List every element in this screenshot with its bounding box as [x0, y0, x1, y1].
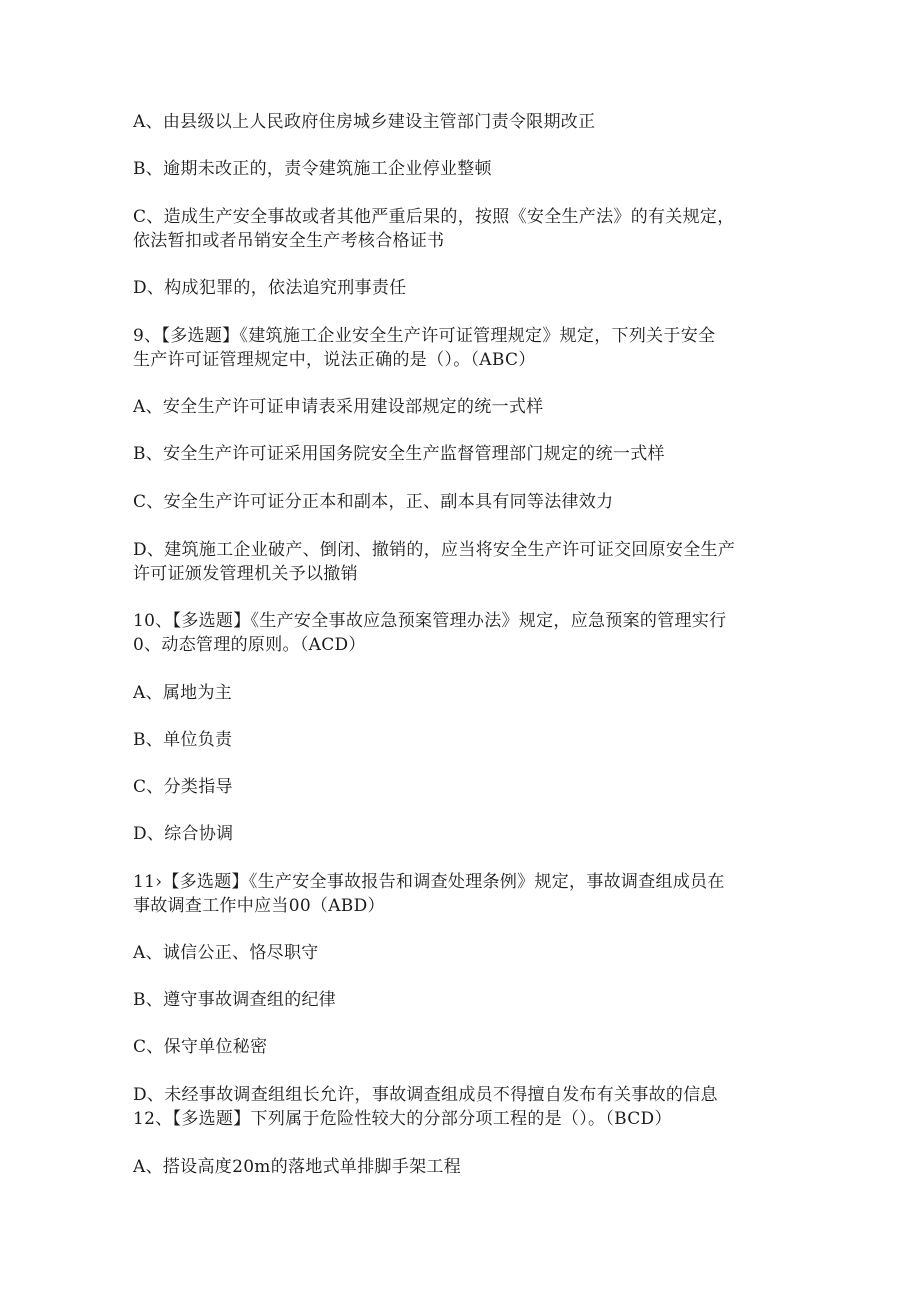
option-a-q11: A、诚信公正、恪尽职守 — [133, 943, 319, 963]
option-c-q10: C、分类指导 — [133, 777, 233, 797]
question-10-line1: 10、【多选题】《生产安全事故应急预案管理办法》规定，应急预案的管理实行 — [133, 611, 727, 631]
option-d-q9-line1: D、建筑施工企业破产、倒闭、撤销的，应当将安全生产许可证交回原安全生产 — [133, 540, 736, 560]
question-12: 12、【多选题】下列属于危险性较大的分部分项工程的是（）。（BCD） — [133, 1109, 672, 1129]
option-a-q8: A、由县级以上人民政府住房城乡建设主管部门责令限期改正 — [133, 112, 596, 132]
option-c-q9: C、安全生产许可证分正本和副本，正、副本具有同等法律效力 — [133, 492, 614, 512]
option-d-q11: D、未经事故调查组组长允许，事故调查组成员不得擅自发布有关事故的信息 — [133, 1085, 718, 1105]
question-11-line1: 11›【多选题】《生产安全事故报告和调查处理条例》规定，事故调查组成员在 — [133, 872, 725, 892]
option-c-q8-line1: C、造成生产安全事故或者其他严重后果的，按照《安全生产法》的有关规定， — [133, 207, 735, 227]
option-b-q9: B、安全生产许可证采用国务院安全生产监督管理部门规定的统一式样 — [133, 444, 665, 464]
question-9-line2: 生产许可证管理规定中，说法正确的是（）。（ABC） — [133, 350, 536, 370]
option-b-q10: B、单位负责 — [133, 730, 233, 750]
question-11-line2: 事故调查工作中应当00（ABD） — [133, 896, 385, 916]
question-10-line2: 0、动态管理的原则。（ACD） — [133, 635, 366, 655]
option-c-q11: C、保守单位秘密 — [133, 1037, 268, 1057]
option-d-q10: D、综合协调 — [133, 824, 234, 844]
option-a-q10: A、属地为主 — [133, 683, 233, 703]
option-c-q8-line2: 依法暂扣或者吊销安全生产考核合格证书 — [133, 231, 445, 251]
option-b-q8: B、逾期未改正的，责令建筑施工企业停业整顿 — [133, 159, 492, 179]
option-a-q12: A、搭设高度20m的落地式单排脚手架工程 — [133, 1157, 462, 1177]
option-b-q11: B、遵守事故调查组的纪律 — [133, 990, 337, 1010]
option-d-q8: D、构成犯罪的，依法追究刑事责任 — [133, 278, 407, 298]
option-d-q9-line2: 许可证颁发管理机关予以撤销 — [133, 564, 358, 584]
question-9-line1: 9、【多选题】《建筑施工企业安全生产许可证管理规定》规定，下列关于安全 — [133, 326, 716, 346]
option-a-q9: A、安全生产许可证申请表采用建设部规定的统一式样 — [133, 397, 544, 417]
